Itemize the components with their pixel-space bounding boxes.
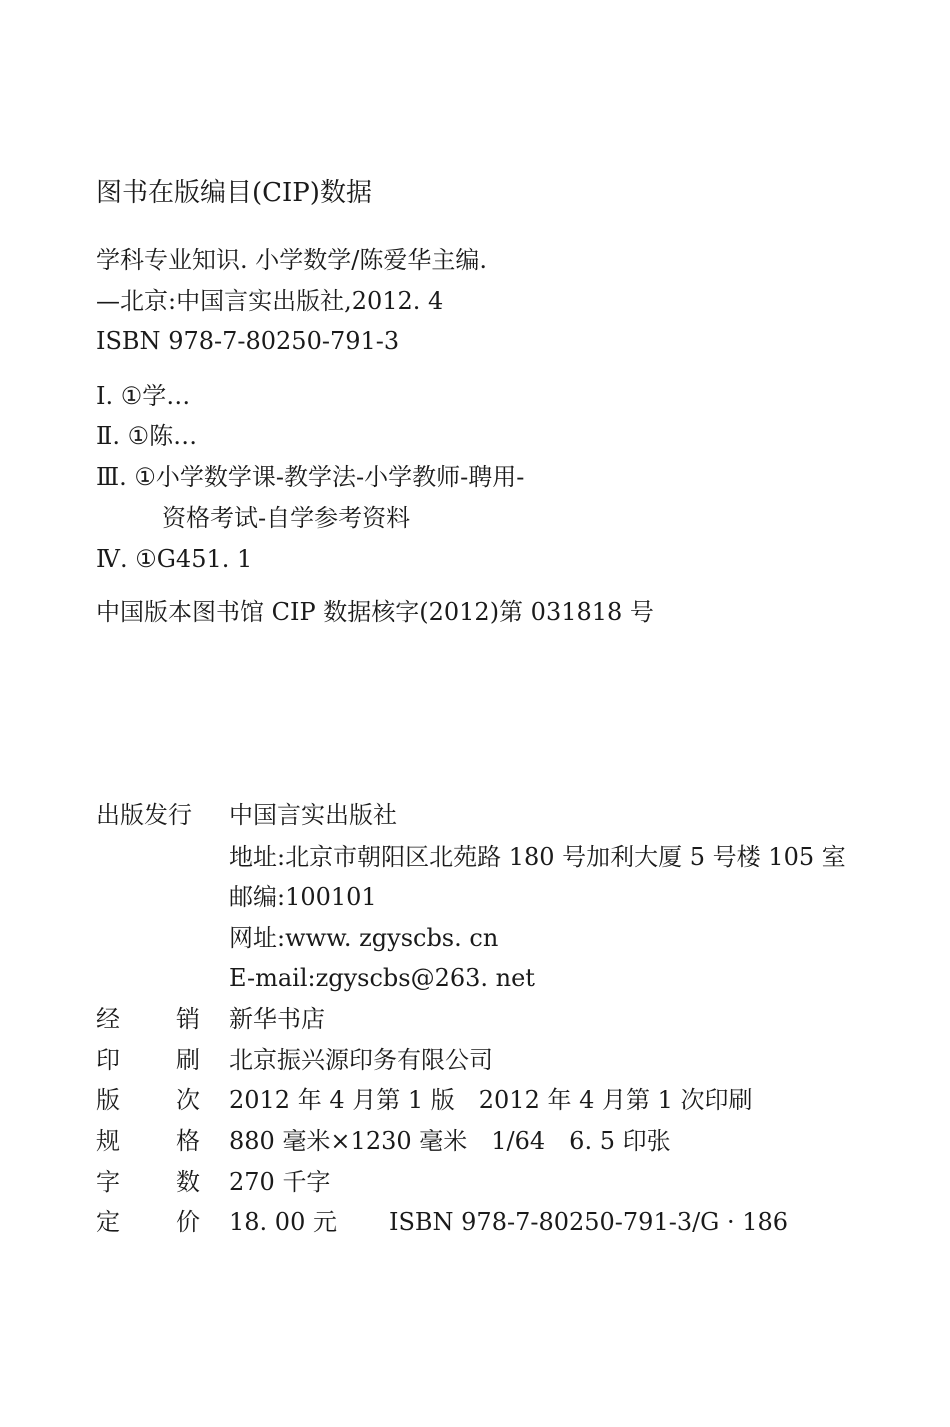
distributor-value: 新华书店 <box>229 1005 325 1033</box>
publisher-postcode: 邮编:100101 <box>229 883 377 911</box>
cip-publisher-line: —北京:中国言实出版社,2012. 4 <box>96 287 444 315</box>
publisher-email: E-mail:zgyscbs@263. net <box>229 964 535 992</box>
publisher-label: 出版发行 <box>96 801 192 829</box>
price-amount: 18. 00 元 <box>229 1208 337 1236</box>
publisher-name: 中国言实出版社 <box>229 801 397 829</box>
publisher-website: 网址:www. zgyscbs. cn <box>229 924 499 952</box>
cip-isbn-line: ISBN 978-7-80250-791-3 <box>96 327 400 355</box>
edition-first-printing: 2012 年 4 月第 1 次印刷 <box>478 1086 753 1114</box>
format-fold: 1/64 <box>491 1127 546 1155</box>
cip-class-1: Ⅰ. ①学… <box>96 382 191 410</box>
publisher-address: 地址:北京市朝阳区北苑路 180 号加利大厦 5 号楼 105 室 <box>229 843 846 871</box>
cip-class-3b: 资格考试-自学参考资料 <box>162 504 411 532</box>
printer-value: 北京振兴源印务有限公司 <box>229 1046 493 1074</box>
cip-title: 图书在版编目(CIP)数据 <box>96 178 372 208</box>
word-count-value: 270 千字 <box>229 1168 331 1196</box>
format-sheets: 6. 5 印张 <box>569 1127 671 1155</box>
cip-verification-number: 中国版本图书馆 CIP 数据核字(2012)第 031818 号 <box>96 598 654 626</box>
format-value <box>229 1126 671 1156</box>
cip-book-title-line: 学科专业知识. 小学数学/陈爱华主编. <box>96 246 487 274</box>
edition-value <box>229 1085 753 1115</box>
price-value <box>229 1207 788 1237</box>
cip-class-4: Ⅳ. ①G451. 1 <box>96 545 253 573</box>
cip-class-2: Ⅱ. ①陈… <box>96 422 198 450</box>
format-size: 880 毫米×1230 毫米 <box>229 1127 468 1155</box>
cip-class-3a: Ⅲ. ①小学数学课-教学法-小学教师-聘用- <box>96 463 525 491</box>
price-isbn: ISBN 978-7-80250-791-3/G · 186 <box>388 1208 789 1236</box>
edition-first-edition: 2012 年 4 月第 1 版 <box>229 1086 455 1114</box>
